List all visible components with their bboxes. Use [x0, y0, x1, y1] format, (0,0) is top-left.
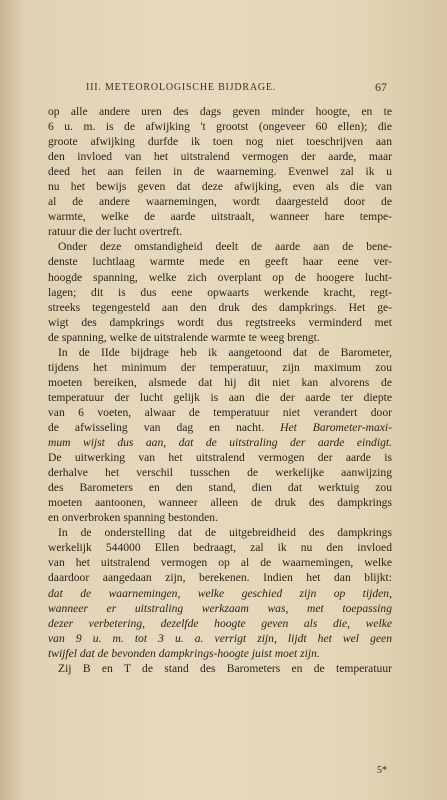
text-line: op alle andere uren des dags geven minder hoogte, en te: [48, 105, 392, 118]
text-line: groote afwijking durfde ik toen nog niet toeschrijven aan: [48, 135, 392, 149]
text-line: 6 u. m. is de afwijking 't grootst (ongeveer 60 ellen); die: [48, 120, 392, 134]
text-line: den invloed van het uitstralend vermogen der aarde, maar: [48, 150, 392, 164]
text-line: moeten bereiken, alsmede dat hij dit niet kan alvorens de: [48, 375, 392, 389]
text-line: deed het aan feilen in de waarneming. Evenwel zal ik u: [48, 165, 392, 179]
italic-line: dat de waarnemingen, welke geschied zijn op tijden,: [48, 586, 392, 600]
text-line: tijdens het minimum der temperatuur, zijn maximum zou: [48, 360, 392, 374]
text-line: moeten aantoonen, wanneer alleen de druk des dampkrings: [48, 496, 392, 510]
italic-line: twijfel dat de bevonden dampkrings-hoogte juist moet zijn.: [48, 646, 320, 660]
text-line: des Barometers en den stand, dien dat werktuig zou: [48, 481, 392, 495]
text-line: wigt des dampkrings wordt dus regtstreeks verminderd met: [48, 315, 392, 329]
text-line: streeks tegengesteld aan den druk des dampkrings. Het ge-: [48, 300, 392, 314]
text-line: van het uitstralend vermogen op al de waarnemingen, welke: [48, 556, 392, 570]
text-line: al de andere waarnemingen, wordt daargesteld door de: [48, 195, 392, 209]
italic-line: mum wijst dus aan, dat de uitstraling der aarde eindigt.: [48, 436, 392, 450]
text-line: werkelijk 544000 Ellen bedraagt, zal ik nu den invloed: [48, 541, 392, 555]
text-line: nu het bewijs geven dat deze afwijking, even als die van: [48, 180, 392, 194]
text-line: denste luchtlaag warmte mede en geeft haar eene ver-: [48, 255, 392, 269]
text-line: lagen; dit is dus eene opwaarts werkende kracht, regt-: [48, 285, 392, 299]
signature-mark: 5*: [377, 765, 387, 776]
text-line: In de IIde bijdrage heb ik aangetoond dat de Barometer,: [58, 345, 392, 359]
italic-text: Het Barometer-maxi-: [280, 420, 392, 434]
italic-line: van 9 u. m. tot 3 u. a. verrigt zijn, lijdt het wel geen: [48, 631, 392, 645]
text-line: en onverbroken spanning bestonden.: [48, 511, 219, 525]
running-header: [48, 80, 391, 96]
running-title: III. METEOROLOGISCHE BIJDRAGE.: [86, 82, 277, 93]
text-line: derhalve het verschil tusschen de werkelijke aanwijzing: [48, 466, 392, 480]
text-line: van 6 voeten, alwaar de temperatuur niet verandert door: [48, 405, 392, 419]
text-line: de spanning, welke de uitstralende warmte te weeg brengt.: [48, 330, 320, 344]
italic-line: dezer verbetering, dezelfde hoogte geven als die, welke: [48, 616, 392, 630]
text-line: daardoor aangedaan zijn, berekenen. Indien het dan blijkt:: [48, 571, 392, 585]
text-line: ratuur die der lucht overtreft.: [48, 225, 183, 239]
text-line: De uitwerking van het uitstralend vermogen der aarde is: [48, 451, 392, 465]
text-line: hoogde spanning, welke zich overplant op de hoogere lucht-: [48, 270, 392, 284]
page-number: 67: [375, 80, 387, 94]
text-line: temperatuur der lucht gelijk is aan die der aarde ter diepte: [48, 390, 392, 404]
text-segment: de afwisseling van dag en nacht.: [48, 420, 265, 434]
text-line: Onder deze omstandigheid deelt de aarde aan de bene-: [58, 240, 392, 254]
italic-line: wanneer er uitstraling werkzaam was, met toepassing: [48, 601, 392, 615]
text-line: [48, 420, 392, 435]
body-text: [48, 104, 392, 676]
text-line: warmte, welke de aarde uitstraalt, wanneer hare tempe-: [48, 210, 392, 224]
text-line: In de onderstelling dat de uitgebreidheid des dampkrings: [58, 526, 392, 540]
text-line: Zij B en T de stand des Barometers en de temperatuur: [58, 661, 392, 675]
